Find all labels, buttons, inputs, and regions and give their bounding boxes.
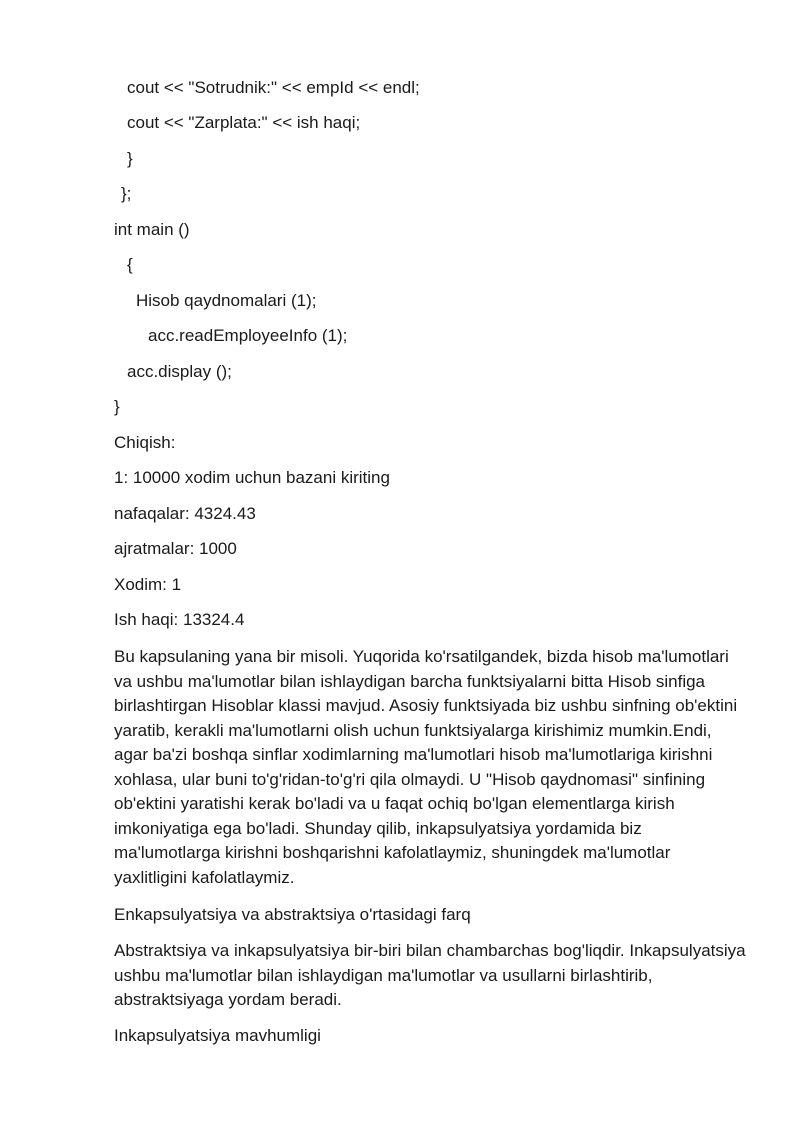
section-heading: Enkapsulyatsiya va abstraktsiya o'rtasidagi farq (114, 905, 471, 924)
output-line: 1: 10000 xodim uchun bazani kiriting (114, 468, 390, 487)
code-line: acc.readEmployeeInfo (1); (148, 326, 348, 345)
output-heading: Chiqish: (114, 433, 176, 452)
code-line: { (127, 255, 133, 274)
code-line: cout << "Sotrudnik:" << empId << endl; (127, 78, 420, 97)
body-paragraph: Abstraktsiya va inkapsulyatsiya bir-biri bilan chambarchas bog'liqdir. Inkapsulyatsiya ushbu ma'lumotlar bilan ishlaydigan ma'lumotlar va usullarni birlashtirib, abstraktsiyaga yordam beradi. (114, 941, 746, 1009)
code-line: int main () (114, 220, 190, 239)
code-line: }; (121, 184, 132, 203)
code-line: } (114, 397, 120, 416)
code-line: } (127, 149, 133, 168)
final-heading: Inkapsulyatsiya mavhumligi (114, 1026, 321, 1045)
output-line: nafaqalar: 4324.43 (114, 504, 256, 523)
output-line: ajratmalar: 1000 (114, 539, 237, 558)
body-paragraph: Bu kapsulaning yana bir misoli. Yuqorida ko'rsatilgandek, bizda hisob ma'lumotlari va ushbu ma'lumotlar bilan ishlaydigan barcha funktsiyalarni bitta Hisob sinfiga birlashtirgan Hisoblar klassi mavjud. Asosiy funktsiyada biz ushbu sinfning ob'ektini yaratib, kerakli ma'lumotlarni olish uchun funktsiyalarga kirishimiz mumkin.Endi, agar ba'zi boshqa sinflar xodimlarning ma'lumotlari hisob ma'lumotlariga kirishni xohlasa, ular buni to'g'ridan-to'g'ri qila olmaydi. U "Hisob qaydnomasi" sinfining ob'ektini yaratishi kerak bo'ladi va u faqat ochiq bo'lgan elementlarga kirish imkoniyatiga ega bo'ladi. Shunday qilib, inkapsulyatsiya yordamida biz ma'lumotlarga kirishni boshqarishni kafolatlaymiz, shuningdek ma'lumotlar yaxlitligini kafolatlaymiz. (114, 647, 738, 887)
output-line: Xodim: 1 (114, 575, 182, 594)
output-line: Ish haqi: 13324.4 (114, 610, 245, 629)
code-line: cout << "Zarplata:" << ish haqi; (127, 113, 361, 132)
code-line: Hisob qaydnomalari (1); (136, 291, 317, 310)
code-line: acc.display (); (127, 362, 232, 381)
